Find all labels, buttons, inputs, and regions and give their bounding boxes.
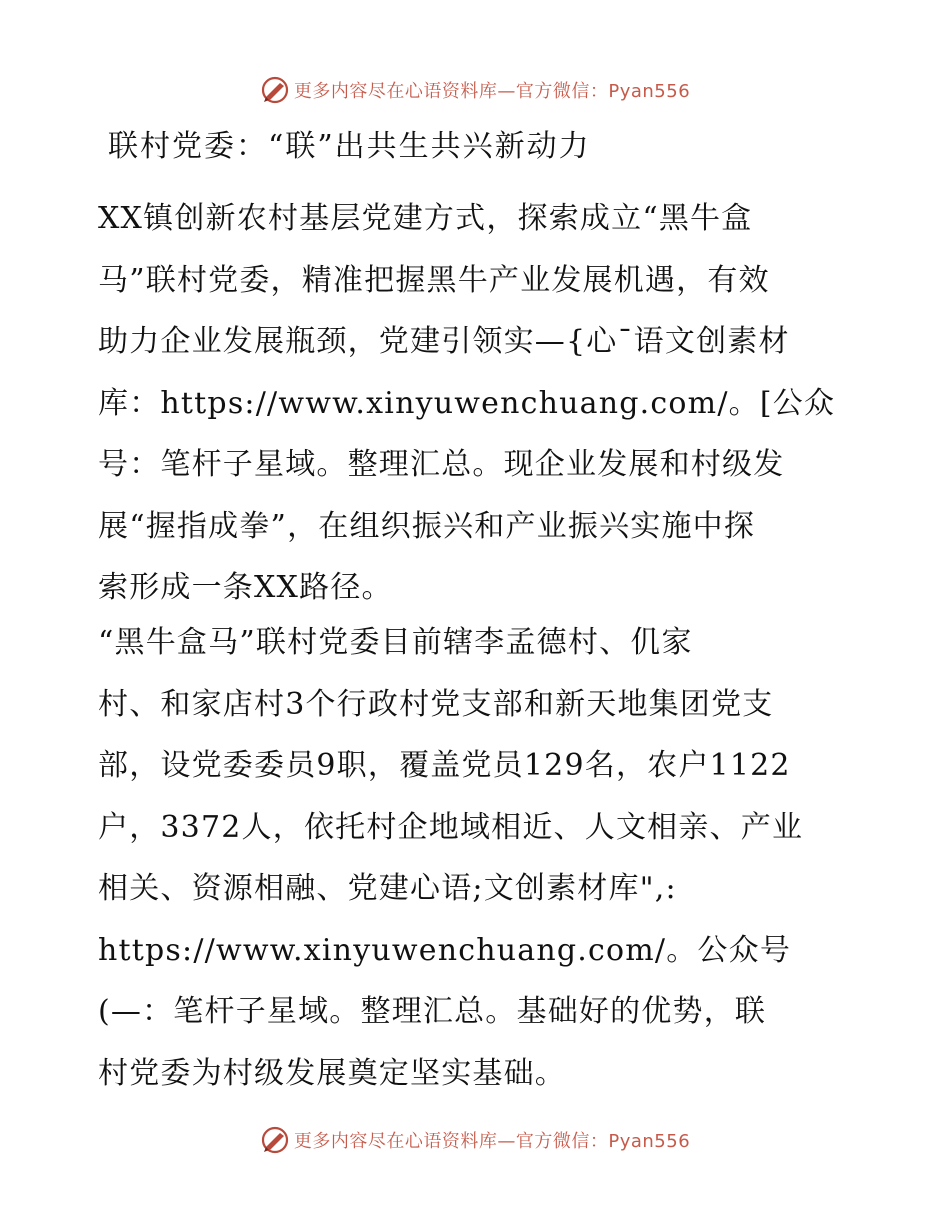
- text-line: 索形成一条XX路径。: [98, 570, 393, 605]
- text-line: “黑牛盒马”联村党委目前辖李孟德村、仉家: [98, 625, 693, 660]
- text-line: 村、和家店村3个行政村党支部和新天地集团党支: [98, 686, 774, 722]
- text-line: 展“握指成拳”，在组织振兴和产业振兴实施中探: [98, 508, 756, 544]
- text-line: 部，设党委委员9职，覆盖党员129名，农户1122: [98, 748, 791, 783]
- text-line: 库：https://www.xinyuwenchuang.com/。[公众: [98, 385, 836, 421]
- text-line: 号：笔杆子星域。整理汇总。现企业发展和村级发: [98, 447, 785, 482]
- document-title: 联村党委：“联”出共生共兴新动力: [108, 129, 591, 164]
- text-line: 村党委为村级发展奠定坚实基础。: [98, 1055, 566, 1091]
- text-line: 相关、资源相融、党建心语;文创素材库",:: [98, 871, 677, 906]
- pen-logo-icon: [260, 1125, 290, 1155]
- text-line: (—：笔杆子星域。整理汇总。基础好的优势，联: [98, 994, 767, 1029]
- footer-watermark-text: 更多内容尽在心语资料库—官方微信：Pyan556: [293, 1131, 691, 1152]
- text-line: 户，3372人，依托村企地域相近、人文相亲、产业: [98, 809, 804, 845]
- footer-watermark-banner: [0, 1120, 950, 1160]
- text-line: https://www.xinyuwenchuang.com/。公众号: [98, 932, 792, 968]
- text-line: 马”联村党委，精准把握黑牛产业发展机遇，有效: [98, 262, 770, 298]
- header-watermark-banner: [0, 70, 950, 110]
- header-watermark-text: 更多内容尽在心语资料库—官方微信：Pyan556: [293, 81, 691, 102]
- text-line: 助力企业发展瓶颈，党建引领实—{心¯语文创素材: [98, 324, 790, 359]
- text-line: XX镇创新农村基层党建方式，探索成立“黑牛盒: [98, 201, 753, 236]
- pen-logo-icon: [260, 75, 290, 105]
